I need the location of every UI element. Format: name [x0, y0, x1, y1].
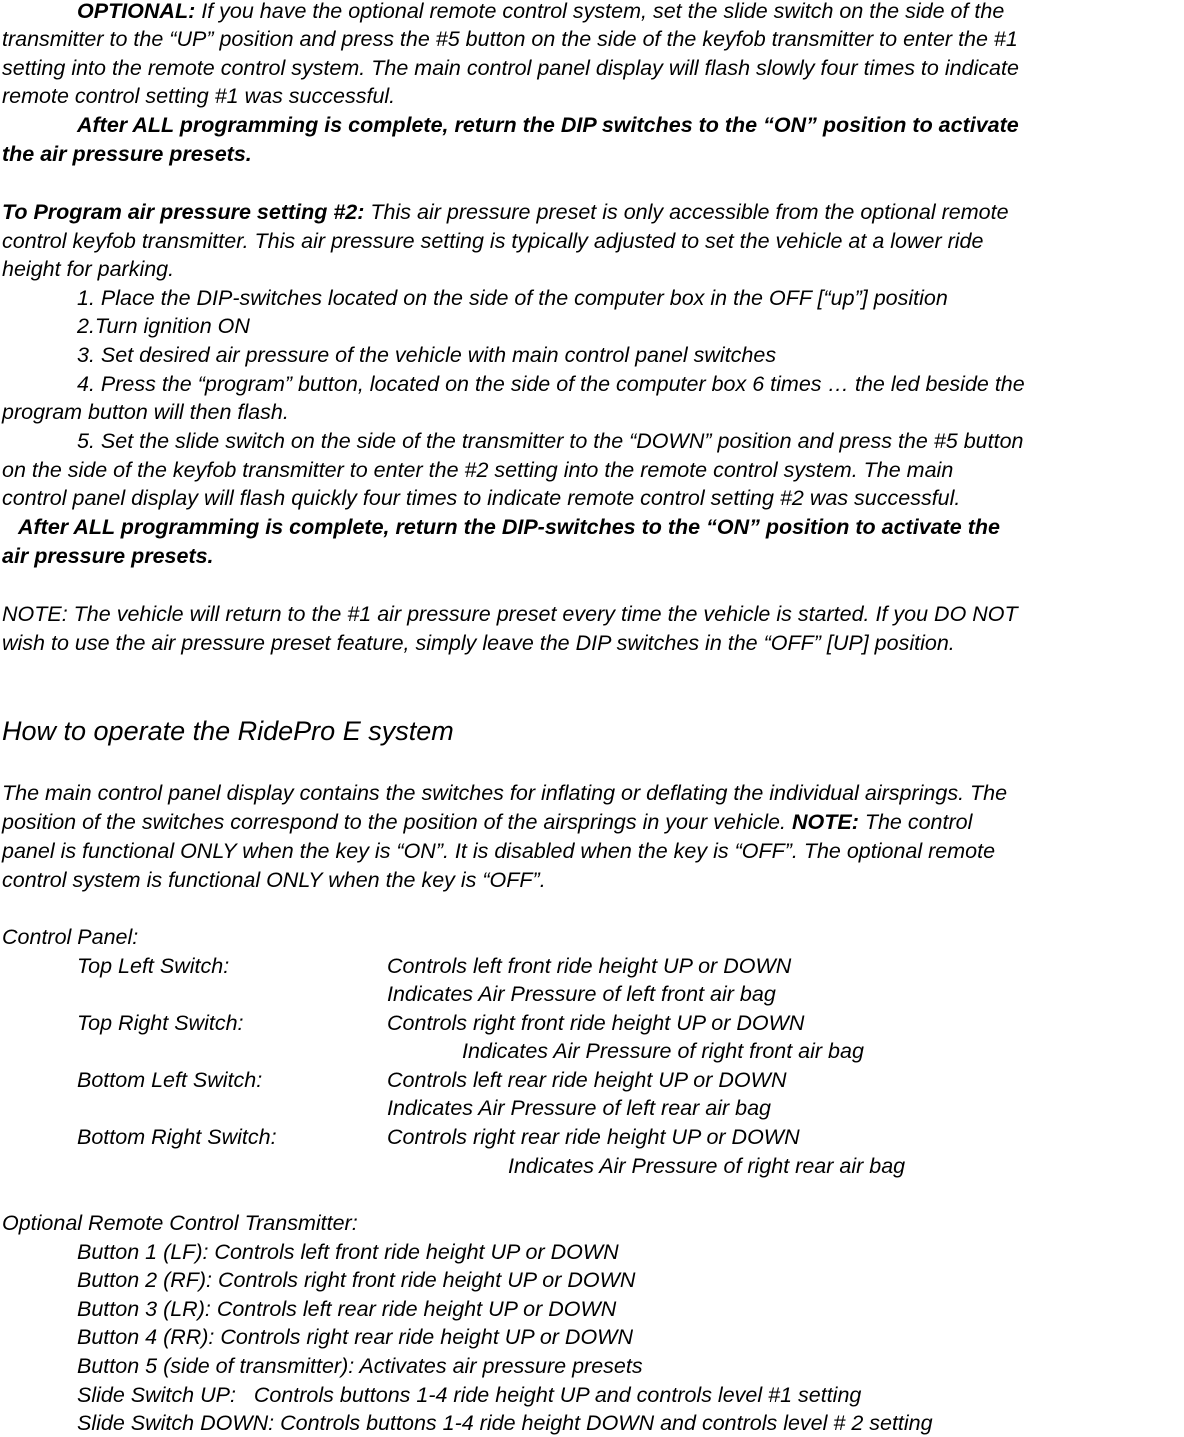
note-line-2: wish to use the air pressure preset feature, simply leave the DIP switches in the “OFF” [UP] position.	[2, 631, 955, 655]
remote-item: Slide Switch DOWN: Controls buttons 1-4 ride height DOWN and controls level # 2 setting	[77, 1411, 933, 1435]
remote-item: Button 5 (side of transmitter): Activates air pressure presets	[77, 1354, 643, 1378]
after-programming-2-line-2: air pressure presets.	[2, 544, 214, 568]
bottom-right-switch-label: Bottom Right Switch:	[77, 1125, 277, 1149]
setting2-label: To Program air pressure setting #2:	[2, 200, 365, 224]
top-right-switch-desc-2: Indicates Air Pressure of right front air bag	[462, 1039, 864, 1063]
remote-item: Slide Switch UP: Controls buttons 1-4 ride height UP and controls level #1 setting	[77, 1383, 862, 1407]
control-panel-title: Control Panel:	[2, 925, 139, 949]
setting2-line-2: control keyfob transmitter. This air pressure setting is typically adjusted to set the vehicle at a lower ride	[2, 229, 984, 253]
step-1: 1. Place the DIP-switches located on the side of the computer box in the OFF [“up”] position	[77, 286, 948, 310]
after-programming-line-2: the air pressure presets.	[2, 142, 252, 166]
bottom-right-switch-desc-2: Indicates Air Pressure of right rear air bag	[508, 1154, 906, 1178]
setting2-line-3: height for parking.	[2, 257, 175, 281]
optional-line-4: remote control setting #1 was successful.	[2, 84, 396, 108]
optional-line-2: transmitter to the “UP” position and press the #5 button on the side of the keyfob transmitter to enter the #1	[2, 27, 1018, 51]
intro-line-1: The main control panel display contains the switches for inflating or deflating the individual airsprings. The	[2, 781, 1008, 805]
remote-item: Button 4 (RR): Controls right rear ride height UP or DOWN	[77, 1325, 633, 1349]
step-5-line-2: on the side of the keyfob transmitter to enter the #2 setting into the remote control system. The main	[2, 458, 954, 482]
bottom-left-switch-desc-1: Controls left rear ride height UP or DOWN	[387, 1068, 787, 1092]
top-left-switch-label: Top Left Switch:	[77, 954, 230, 978]
remote-title: Optional Remote Control Transmitter:	[2, 1211, 358, 1235]
step-3: 3. Set desired air pressure of the vehicle with main control panel switches	[77, 343, 777, 367]
after-programming-2-line-1: After ALL programming is complete, return the DIP-switches to the “ON” position to activate the	[18, 515, 1000, 539]
intro-line-4: control system is functional ONLY when the key is “OFF”.	[2, 868, 546, 892]
step-5-line-1: 5. Set the slide switch on the side of the transmitter to the “DOWN” position and press the #5 button	[77, 429, 1024, 453]
step-2: 2.Turn ignition ON	[77, 314, 250, 338]
bottom-left-switch-label: Bottom Left Switch:	[77, 1068, 263, 1092]
bottom-right-switch-desc-1: Controls right rear ride height UP or DOWN	[387, 1125, 800, 1149]
setting2-line-1: To Program air pressure setting #2: This air pressure preset is only accessible from the optional remote	[2, 200, 1009, 224]
intro-line-3: panel is functional ONLY when the key is “ON”. It is disabled when the key is “OFF”. The optional remote	[2, 839, 996, 863]
intro-line-2: position of the switches correspond to the position of the airsprings in your vehicle. NOTE: The control	[2, 810, 973, 834]
note-line-1: NOTE: The vehicle will return to the #1 air pressure preset every time the vehicle is started. If you DO NOT	[2, 602, 1018, 626]
remote-item: Button 1 (LF): Controls left front ride height UP or DOWN	[77, 1240, 619, 1264]
top-left-switch-desc-1: Controls left front ride height UP or DOWN	[387, 954, 792, 978]
optional-label: OPTIONAL:	[77, 0, 196, 23]
step-5-line-3: control panel display will flash quickly four times to indicate remote control setting #2 was successful.	[2, 486, 961, 510]
after-programming-line-1: After ALL programming is complete, return the DIP switches to the “ON” position to activate	[77, 113, 1019, 137]
step-4-line-2: program button will then flash.	[2, 400, 289, 424]
top-left-switch-desc-2: Indicates Air Pressure of left front air bag	[387, 982, 776, 1006]
note-label: NOTE:	[791, 810, 859, 834]
remote-item: Button 2 (RF): Controls right front ride height UP or DOWN	[77, 1268, 636, 1292]
section-heading: How to operate the RidePro E system	[2, 716, 454, 746]
top-right-switch-label: Top Right Switch:	[77, 1011, 244, 1035]
step-4-line-1: 4. Press the “program” button, located on the side of the computer box 6 times … the led beside the	[77, 372, 1025, 396]
remote-item: Button 3 (LR): Controls left rear ride height UP or DOWN	[77, 1297, 617, 1321]
top-right-switch-desc-1: Controls right front ride height UP or DOWN	[387, 1011, 805, 1035]
optional-line-1: OPTIONAL: If you have the optional remote control system, set the slide switch on the side of the	[77, 0, 1005, 23]
optional-line-3: setting into the remote control system. The main control panel display will flash slowly four times to indicate	[2, 56, 1019, 80]
bottom-left-switch-desc-2: Indicates Air Pressure of left rear air bag	[387, 1096, 771, 1120]
